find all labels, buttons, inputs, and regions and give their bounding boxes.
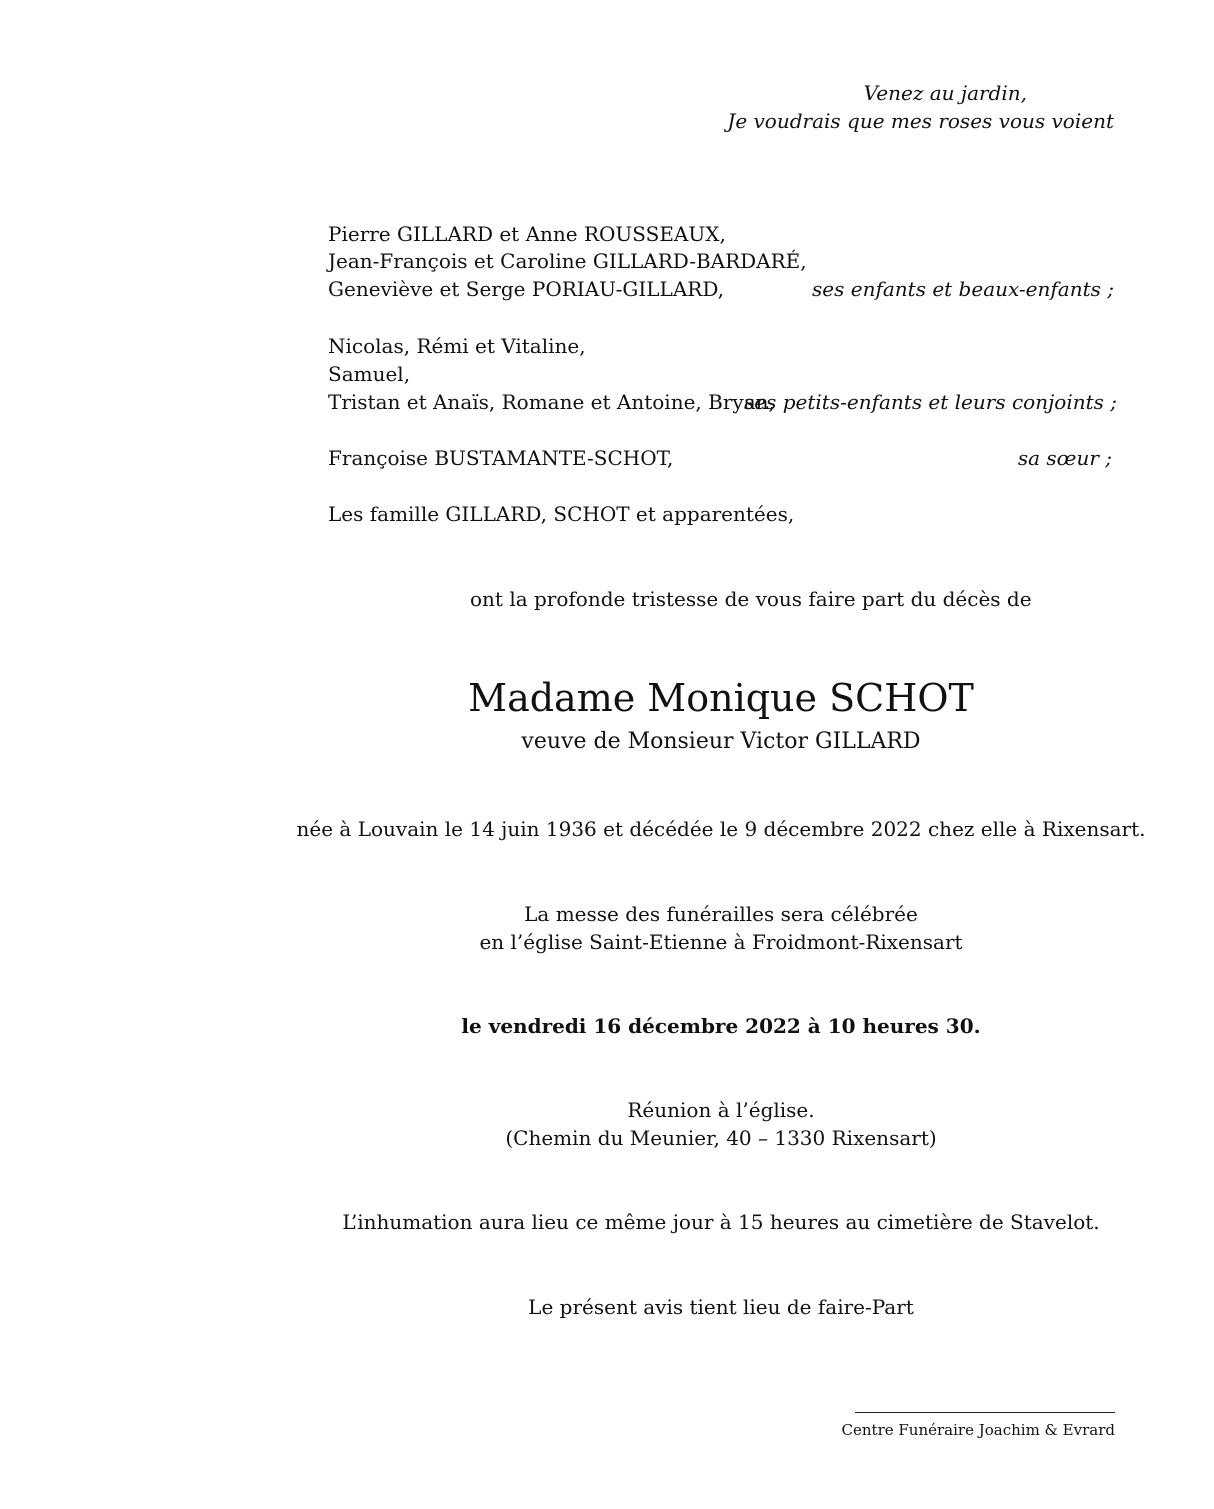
epigraph-line-1: Venez au jardin, — [863, 81, 1027, 105]
announcement-text: ont la profonde tristesse de vous faire part du décès de — [470, 587, 1032, 611]
meeting-line-1: Réunion à l’église. — [627, 1098, 815, 1122]
family-grandchildren-line-3: Tristan et Anaïs, Romane et Antoine, Bryan, — [328, 390, 775, 414]
family-children-line-3: Geneviève et Serge PORIAU-GILLARD, — [328, 277, 725, 301]
family-children-relation: ses enfants et beaux-enfants ; — [812, 277, 1114, 301]
family-grandchildren-relation: ses petits-enfants et leurs conjoints ; — [744, 390, 1117, 414]
family-sister-line: Françoise BUSTAMANTE-SCHOT, — [328, 446, 674, 470]
family-related-line: Les famille GILLARD, SCHOT et apparentées, — [328, 502, 795, 526]
funeral-home-footer: Centre Funéraire Joachim & Evrard — [841, 1421, 1115, 1439]
deceased-widow-of: veuve de Monsieur Victor GILLARD — [521, 729, 921, 754]
family-children-line-2: Jean-François et Caroline GILLARD-BARDARÉ, — [328, 249, 807, 273]
meeting-line-2: (Chemin du Meunier, 40 – 1330 Rixensart) — [505, 1126, 937, 1150]
burial-text: L’inhumation aura lieu ce même jour à 15 heures au cimetière de Stavelot. — [342, 1210, 1100, 1234]
epigraph-line-2: Je voudrais que mes roses vous voient — [727, 109, 1114, 133]
family-grandchildren-line-1: Nicolas, Rémi et Vitaline, — [328, 334, 586, 358]
footer-rule — [855, 1412, 1115, 1413]
mass-line-2: en l’église Saint-Etienne à Froidmont-Rixensart — [479, 930, 963, 954]
family-children-line-1: Pierre GILLARD et Anne ROUSSEAUX, — [328, 222, 726, 246]
mass-line-1: La messe des funérailles sera célébrée — [524, 902, 918, 926]
family-sister-relation: sa sœur ; — [1017, 446, 1112, 470]
family-grandchildren-line-2: Samuel, — [328, 362, 411, 386]
birth-death-text: née à Louvain le 14 juin 1936 et décédée le 9 décembre 2022 chez elle à Rixensart. — [296, 817, 1146, 841]
deceased-name: Madame Monique SCHOT — [468, 676, 974, 720]
notice-text: Le présent avis tient lieu de faire-Part — [528, 1295, 914, 1319]
mass-date: le vendredi 16 décembre 2022 à 10 heures 30. — [461, 1014, 981, 1038]
